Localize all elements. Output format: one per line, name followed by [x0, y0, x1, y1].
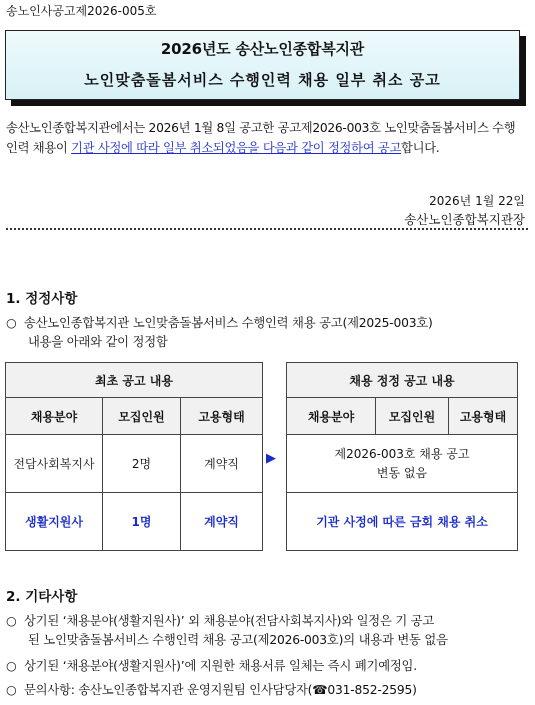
intro-text-end: 합니다.	[401, 141, 440, 155]
section-1-item	[6, 314, 528, 352]
table-row	[6, 493, 263, 551]
section-2-item-3-text: 문의사항: 송산노인종합복지관 운영지원팀 인사담당자(☎031-852-2595)	[24, 683, 417, 697]
title-line-1: 2026년도 송산노인종합복지관	[160, 40, 365, 58]
corrected-row1-line2: 변동 없음	[376, 465, 428, 480]
intro-paragraph	[6, 118, 526, 158]
original-notice-table	[5, 362, 263, 551]
section-2-heading: 2. 기타사항	[6, 589, 78, 605]
dotted-divider	[6, 228, 528, 230]
section-2-item-1-line-1: 상기된 ‘채용분야(생활지원사)’ 외 채용분야(전담사회복지사)와 일정은 기 공고	[24, 614, 435, 628]
table-cell: 계약직	[181, 493, 263, 551]
signer: 송산노인종합복지관장	[404, 212, 525, 227]
table-cell: 기관 사정에 따른 금회 채용 취소	[287, 493, 518, 551]
corrected-notice-table	[286, 362, 518, 551]
corrected-header-type: 고용형태	[449, 398, 518, 435]
table-row	[287, 435, 518, 493]
table-row	[6, 435, 263, 493]
arrow-right-icon: ▶	[266, 451, 276, 466]
corrected-header-count: 모집인원	[376, 398, 449, 435]
table-cell	[287, 435, 518, 493]
corrected-row1-line1: 제2026-003호 채용 공고	[334, 446, 470, 461]
section-1-heading: 1. 정정사항	[6, 291, 78, 307]
bullet-icon: ○	[6, 614, 17, 628]
original-table-title: 최초 공고 내용	[6, 363, 263, 398]
table-cell: 계약직	[181, 435, 263, 493]
document-number: 송노인사공고제2026-005호	[6, 4, 157, 18]
section-2-item-1-line-2: 된 노인맞춤돌봄서비스 수행인력 채용 공고(제2026-003호)의 내용과 변동 없음	[28, 633, 448, 647]
corrected-table-title: 채용 정정 공고 내용	[287, 363, 518, 398]
announcement-date: 2026년 1월 22일	[429, 194, 525, 208]
title-box	[5, 30, 520, 100]
table-cell: 전담사회복지사	[6, 435, 103, 493]
intro-text: 송산노인종합복지관에서는 2026년 1월 8일 공고한 공고제2026-003호 노인맞춤돌봄서비스 수행인력 채용이	[6, 121, 516, 155]
original-header-count: 모집인원	[103, 398, 181, 435]
section-1-text-1: 송산노인종합복지관 노인맞춤돌봄서비스 수행인력 채용 공고(제2025-003호)	[24, 316, 433, 330]
table-row	[287, 493, 518, 551]
bullet-icon: ○	[6, 659, 17, 673]
intro-highlight: 기관 사정에 따라 일부 취소되었음을 다음과 같이 정정하여 공고	[71, 141, 402, 155]
title-line-2: 노인맞춤돌봄서비스 수행인력 채용 일부 취소 공고	[84, 71, 441, 89]
bullet-icon: ○	[6, 316, 17, 330]
original-header-type: 고용형태	[181, 398, 263, 435]
table-cell: 1명	[103, 493, 181, 551]
table-cell: 생활지원사	[6, 493, 103, 551]
section-2-item-2-text: 상기된 ‘채용분야(생활지원사)’에 지원한 채용서류 일체는 즉시 폐기예정임.	[24, 659, 417, 673]
table-cell: 2명	[103, 435, 181, 493]
section-2-item-1	[6, 612, 528, 650]
section-2-item-3	[6, 681, 528, 700]
bullet-icon: ○	[6, 683, 17, 697]
corrected-header-field: 채용분야	[287, 398, 376, 435]
section-2-item-2	[6, 657, 528, 676]
section-1-text-2: 내용을 아래와 같이 정정함	[28, 335, 168, 349]
original-header-field: 채용분야	[6, 398, 103, 435]
